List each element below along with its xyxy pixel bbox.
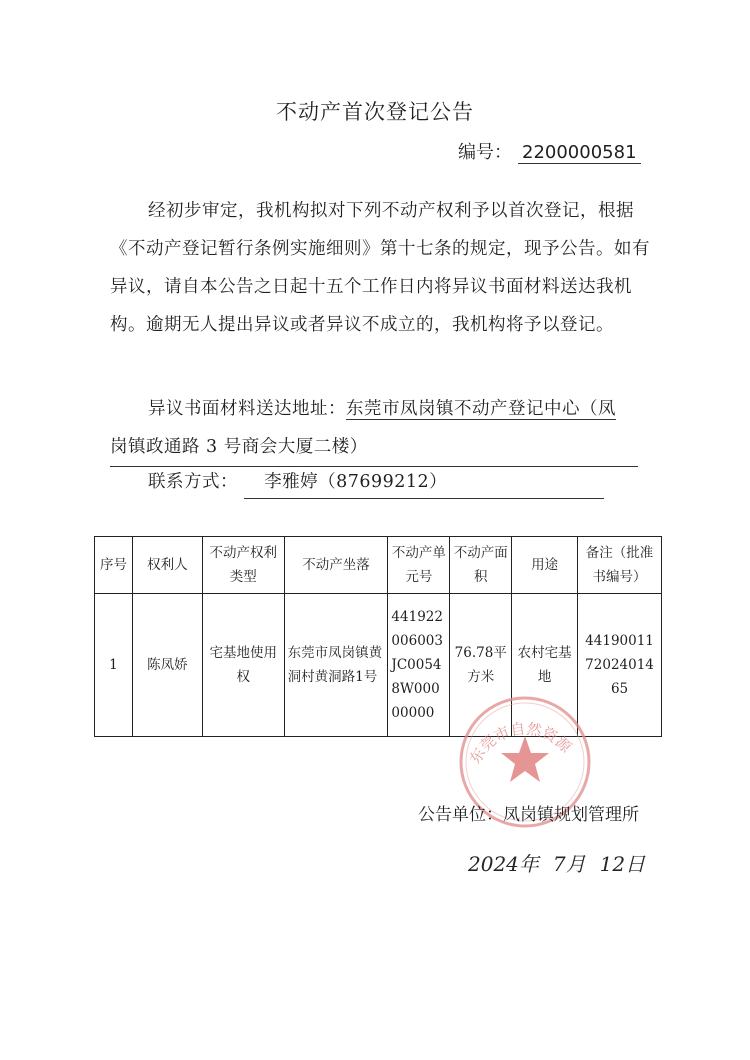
header-holder: 权利人 xyxy=(132,537,202,594)
body-paragraph xyxy=(110,192,650,344)
date-day-char: 日 xyxy=(625,852,646,876)
issue-date xyxy=(468,848,645,877)
seal-star-icon xyxy=(501,736,549,782)
document-number-label: 编号： xyxy=(458,142,512,163)
date-year: 2024 xyxy=(468,852,519,876)
header-use: 用途 xyxy=(512,537,578,594)
header-no: 序号 xyxy=(95,537,133,594)
date-month-char: 月 xyxy=(565,852,586,876)
date-day: 12 xyxy=(599,852,626,876)
document-number xyxy=(458,138,641,164)
cell-right-type: 宅基地使用权 xyxy=(202,594,284,737)
cell-location: 东莞市凤岗镇黄洞村黄洞路1号 xyxy=(284,594,388,737)
cell-area: 76.78平方米 xyxy=(450,594,512,737)
header-area: 不动产面积 xyxy=(450,537,512,594)
date-month: 7 xyxy=(552,852,566,876)
page-title: 不动产首次登记公告 xyxy=(276,100,474,124)
contact-value: 李雅婷（87699212） xyxy=(244,466,604,499)
cell-no: 1 xyxy=(95,594,133,737)
address-value-line1: 东莞市凤岗镇不动产登记中心（凤 xyxy=(346,399,616,419)
objection-address xyxy=(110,390,650,467)
header-remark: 备注（批准书编号） xyxy=(578,537,662,594)
document-number-value: 2200000581 xyxy=(518,142,641,164)
issuer-label: 公告单位： xyxy=(418,805,503,825)
cell-use: 农村宅基地 xyxy=(512,594,578,737)
body-paragraph-text: 经初步审定，我机构拟对下列不动产权利予以首次登记，根据《不动产登记暂行条例实施细则》第十七条的规定，现予公告。如有异议，请自本公告之日起十五个工作日内将异议书面材料送达我机构。逾期无人提出异议或者异议不成立的，我机构将予以登记。 xyxy=(110,201,650,335)
issuer-value: 凤岗镇规划管理所 xyxy=(503,805,639,825)
address-label: 异议书面材料送达地址： xyxy=(148,399,346,419)
cell-remark: 441900117202401465 xyxy=(578,594,662,737)
seal-text: 东莞市自然资源 xyxy=(466,719,575,767)
date-year-char: 年 xyxy=(518,852,539,876)
cell-unit-no: 441922006003JC00548W00000000 xyxy=(388,594,450,737)
contact-label: 联系方式： xyxy=(148,472,238,492)
header-location: 不动产坐落 xyxy=(284,537,388,594)
header-unit-no: 不动产单元号 xyxy=(388,537,450,594)
address-value-line2: 岗镇政通路 3 号商会大厦二楼） xyxy=(110,428,638,467)
contact-info xyxy=(148,466,604,499)
header-right-type: 不动产权利类型 xyxy=(202,537,284,594)
table-header-row xyxy=(95,537,662,594)
cell-holder: 陈凤娇 xyxy=(132,594,202,737)
issuer xyxy=(418,800,639,825)
